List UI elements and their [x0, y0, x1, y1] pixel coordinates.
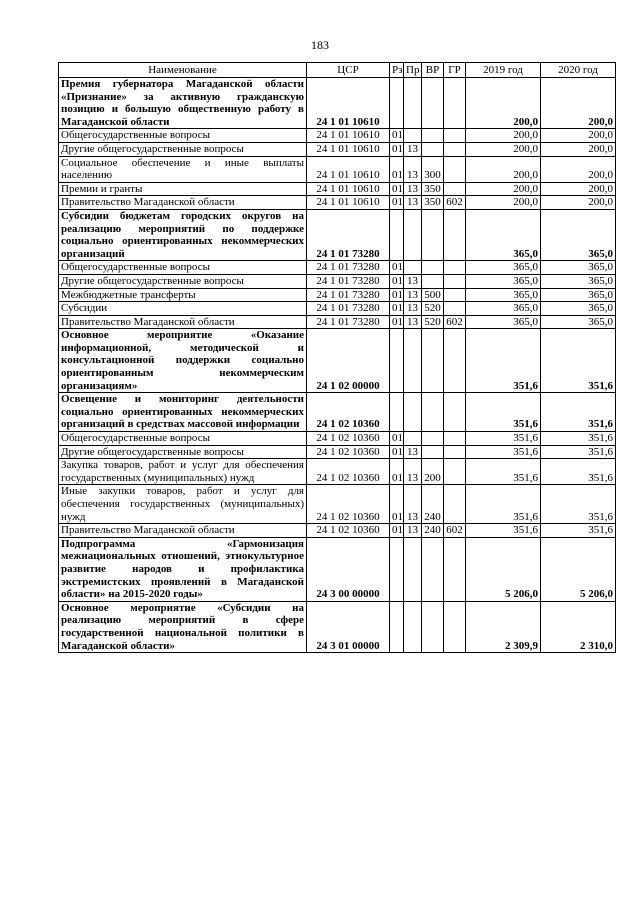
row-vr: [422, 142, 444, 156]
row-gr: [444, 302, 466, 316]
row-csr: 24 1 01 73280: [307, 209, 390, 260]
row-pr: 13: [404, 445, 422, 459]
row-rz: 01: [390, 315, 404, 329]
row-2020: 365,0: [541, 209, 616, 260]
row-2019: 351,6: [466, 485, 541, 524]
row-2020: 200,0: [541, 142, 616, 156]
row-gr: [444, 78, 466, 129]
row-name: Закупка товаров, работ и услуг для обеспечения государственных (муниципальных) нужд: [59, 459, 307, 485]
row-rz: [390, 78, 404, 129]
row-rz: 01: [390, 196, 404, 210]
row-rz: 01: [390, 432, 404, 446]
row-vr: [422, 329, 444, 393]
row-2020: 351,6: [541, 432, 616, 446]
row-pr: 13: [404, 485, 422, 524]
row-vr: 350: [422, 196, 444, 210]
row-rz: 01: [390, 445, 404, 459]
row-pr: 13: [404, 315, 422, 329]
row-vr: 520: [422, 315, 444, 329]
row-vr: [422, 78, 444, 129]
row-name: Субсидии бюджетам городских округов на реализацию мероприятий по поддержке социально ориентированных некоммерческих организаций: [59, 209, 307, 260]
table-row: [59, 142, 616, 156]
table-row: [59, 274, 616, 288]
row-gr: [444, 288, 466, 302]
row-pr: 13: [404, 196, 422, 210]
row-2019: 5 206,0: [466, 537, 541, 601]
row-name: Основное мероприятие «Оказание информационной, методической и консультационной поддержки социально ориентированным некоммерческим организациям»: [59, 329, 307, 393]
row-csr: 24 1 02 10360: [307, 393, 390, 432]
row-pr: [404, 261, 422, 275]
row-2020: 200,0: [541, 129, 616, 143]
row-name: Правительство Магаданской области: [59, 315, 307, 329]
row-gr: [444, 459, 466, 485]
row-vr: [422, 261, 444, 275]
header-gr: ГР: [444, 63, 466, 78]
table-body: [59, 78, 616, 653]
row-vr: [422, 445, 444, 459]
row-gr: [444, 182, 466, 196]
row-rz: 01: [390, 142, 404, 156]
row-vr: 520: [422, 302, 444, 316]
row-2019: 351,6: [466, 524, 541, 538]
row-2019: 365,0: [466, 261, 541, 275]
row-gr: 602: [444, 196, 466, 210]
row-rz: 01: [390, 485, 404, 524]
row-gr: [444, 142, 466, 156]
row-gr: [444, 432, 466, 446]
row-name: Межбюджетные трансферты: [59, 288, 307, 302]
row-rz: [390, 537, 404, 601]
row-2020: 365,0: [541, 274, 616, 288]
row-rz: 01: [390, 288, 404, 302]
row-2019: 200,0: [466, 182, 541, 196]
row-gr: [444, 445, 466, 459]
row-2020: 200,0: [541, 196, 616, 210]
row-2019: 200,0: [466, 196, 541, 210]
row-vr: [422, 432, 444, 446]
row-gr: 602: [444, 315, 466, 329]
row-2020: 5 206,0: [541, 537, 616, 601]
table-row: [59, 432, 616, 446]
row-2020: 365,0: [541, 288, 616, 302]
row-2020: 351,6: [541, 524, 616, 538]
row-vr: 240: [422, 524, 444, 538]
table-row: [59, 315, 616, 329]
row-csr: 24 1 02 10360: [307, 524, 390, 538]
row-gr: [444, 537, 466, 601]
row-gr: [444, 156, 466, 182]
row-2020: 351,6: [541, 393, 616, 432]
row-2019: 365,0: [466, 209, 541, 260]
table-row: [59, 393, 616, 432]
row-2019: 200,0: [466, 142, 541, 156]
row-pr: [404, 601, 422, 652]
row-name: Освещение и мониторинг деятельности социально ориентированных некоммерческих организаций в средствах массовой информации: [59, 393, 307, 432]
row-rz: 01: [390, 459, 404, 485]
row-csr: 24 1 02 10360: [307, 445, 390, 459]
row-name: Другие общегосударственные вопросы: [59, 274, 307, 288]
row-csr: 24 1 02 10360: [307, 459, 390, 485]
row-gr: [444, 601, 466, 652]
row-vr: [422, 393, 444, 432]
row-pr: 13: [404, 459, 422, 485]
table-row: [59, 445, 616, 459]
row-csr: 24 1 01 10610: [307, 156, 390, 182]
row-csr: 24 1 01 73280: [307, 288, 390, 302]
header-2020: 2020 год: [541, 63, 616, 78]
row-pr: [404, 393, 422, 432]
row-name: Правительство Магаданской области: [59, 196, 307, 210]
row-name: Правительство Магаданской области: [59, 524, 307, 538]
table-row: [59, 302, 616, 316]
header-2019: 2019 год: [466, 63, 541, 78]
row-csr: 24 3 01 00000: [307, 601, 390, 652]
row-vr: 240: [422, 485, 444, 524]
row-rz: 01: [390, 261, 404, 275]
table-row: [59, 485, 616, 524]
row-name: Иные закупки товаров, работ и услуг для обеспечения государственных (муниципальных) нужд: [59, 485, 307, 524]
row-csr: 24 1 01 10610: [307, 78, 390, 129]
header-pr: Пр: [404, 63, 422, 78]
table-header-row: [59, 63, 616, 78]
row-pr: 13: [404, 288, 422, 302]
row-gr: [444, 393, 466, 432]
row-rz: 01: [390, 274, 404, 288]
row-rz: [390, 209, 404, 260]
row-gr: [444, 274, 466, 288]
row-csr: 24 1 01 10610: [307, 142, 390, 156]
row-csr: 24 1 02 10360: [307, 432, 390, 446]
row-2019: 351,6: [466, 459, 541, 485]
table-row: [59, 182, 616, 196]
row-2020: 351,6: [541, 485, 616, 524]
header-csr: ЦСР: [307, 63, 390, 78]
row-2020: 365,0: [541, 315, 616, 329]
row-2019: 365,0: [466, 315, 541, 329]
table-row: [59, 524, 616, 538]
row-2020: 365,0: [541, 302, 616, 316]
row-pr: [404, 432, 422, 446]
row-vr: 200: [422, 459, 444, 485]
row-csr: 24 1 01 73280: [307, 315, 390, 329]
row-pr: [404, 329, 422, 393]
table-row: [59, 329, 616, 393]
row-vr: [422, 129, 444, 143]
row-gr: [444, 209, 466, 260]
row-vr: 350: [422, 182, 444, 196]
row-vr: 500: [422, 288, 444, 302]
table-row: [59, 261, 616, 275]
row-rz: 01: [390, 182, 404, 196]
header-rz: Рз: [390, 63, 404, 78]
row-name: Премии и гранты: [59, 182, 307, 196]
row-rz: [390, 601, 404, 652]
row-csr: 24 1 01 10610: [307, 182, 390, 196]
row-name: Общегосударственные вопросы: [59, 432, 307, 446]
row-2019: 351,6: [466, 432, 541, 446]
row-rz: 01: [390, 156, 404, 182]
row-pr: 13: [404, 156, 422, 182]
row-csr: 24 1 01 73280: [307, 274, 390, 288]
table-row: [59, 209, 616, 260]
row-2019: 365,0: [466, 302, 541, 316]
row-2020: 365,0: [541, 261, 616, 275]
row-name: Общегосударственные вопросы: [59, 261, 307, 275]
table-row: [59, 156, 616, 182]
row-name: Социальное обеспечение и иные выплаты населению: [59, 156, 307, 182]
table-row: [59, 601, 616, 652]
row-pr: [404, 78, 422, 129]
row-name: Общегосударственные вопросы: [59, 129, 307, 143]
row-2019: 365,0: [466, 274, 541, 288]
row-pr: 13: [404, 274, 422, 288]
budget-table: [58, 62, 616, 653]
row-gr: 602: [444, 524, 466, 538]
row-pr: 13: [404, 302, 422, 316]
row-pr: 13: [404, 182, 422, 196]
row-2019: 351,6: [466, 445, 541, 459]
table-row: [59, 129, 616, 143]
row-csr: 24 3 00 00000: [307, 537, 390, 601]
row-2020: 200,0: [541, 78, 616, 129]
row-rz: [390, 393, 404, 432]
row-2019: 2 309,9: [466, 601, 541, 652]
row-rz: 01: [390, 129, 404, 143]
row-rz: [390, 329, 404, 393]
row-gr: [444, 129, 466, 143]
row-gr: [444, 261, 466, 275]
row-pr: [404, 129, 422, 143]
row-2019: 200,0: [466, 78, 541, 129]
row-name: Другие общегосударственные вопросы: [59, 445, 307, 459]
table-row: [59, 537, 616, 601]
row-pr: 13: [404, 524, 422, 538]
row-2019: 200,0: [466, 129, 541, 143]
row-csr: 24 1 02 10360: [307, 485, 390, 524]
row-vr: 300: [422, 156, 444, 182]
table-row: [59, 78, 616, 129]
row-2020: 200,0: [541, 156, 616, 182]
row-vr: [422, 209, 444, 260]
row-2019: 351,6: [466, 393, 541, 432]
row-2019: 351,6: [466, 329, 541, 393]
row-csr: 24 1 01 10610: [307, 129, 390, 143]
header-vr: ВР: [422, 63, 444, 78]
row-2020: 200,0: [541, 182, 616, 196]
row-pr: [404, 209, 422, 260]
row-name: Подпрограмма «Гармонизация межнациональных отношений, этнокультурное развитие народов и профилактика экстремистских проявлений в Магаданской области» на 2015-2020 годы»: [59, 537, 307, 601]
row-2019: 365,0: [466, 288, 541, 302]
row-name: Субсидии: [59, 302, 307, 316]
row-csr: 24 1 01 73280: [307, 261, 390, 275]
row-pr: [404, 537, 422, 601]
row-gr: [444, 485, 466, 524]
row-2020: 351,6: [541, 445, 616, 459]
table-row: [59, 196, 616, 210]
row-vr: [422, 537, 444, 601]
row-name: Другие общегосударственные вопросы: [59, 142, 307, 156]
table-row: [59, 459, 616, 485]
table-row: [59, 288, 616, 302]
row-vr: [422, 601, 444, 652]
row-2019: 200,0: [466, 156, 541, 182]
row-csr: 24 1 01 10610: [307, 196, 390, 210]
row-csr: 24 1 02 00000: [307, 329, 390, 393]
row-gr: [444, 329, 466, 393]
row-name: Основное мероприятие «Субсидии на реализацию мероприятий в сфере государственной национальной политики в Магаданской области»: [59, 601, 307, 652]
row-rz: 01: [390, 302, 404, 316]
row-vr: [422, 274, 444, 288]
header-name: Наименование: [59, 63, 307, 78]
row-name: Премия губернатора Магаданской области «Признание» за активную гражданскую позицию и большую общественную работу в Магаданской области: [59, 78, 307, 129]
row-rz: 01: [390, 524, 404, 538]
row-pr: 13: [404, 142, 422, 156]
row-2020: 351,6: [541, 329, 616, 393]
row-2020: 351,6: [541, 459, 616, 485]
row-2020: 2 310,0: [541, 601, 616, 652]
row-csr: 24 1 01 73280: [307, 302, 390, 316]
page-number: 183: [311, 38, 329, 52]
